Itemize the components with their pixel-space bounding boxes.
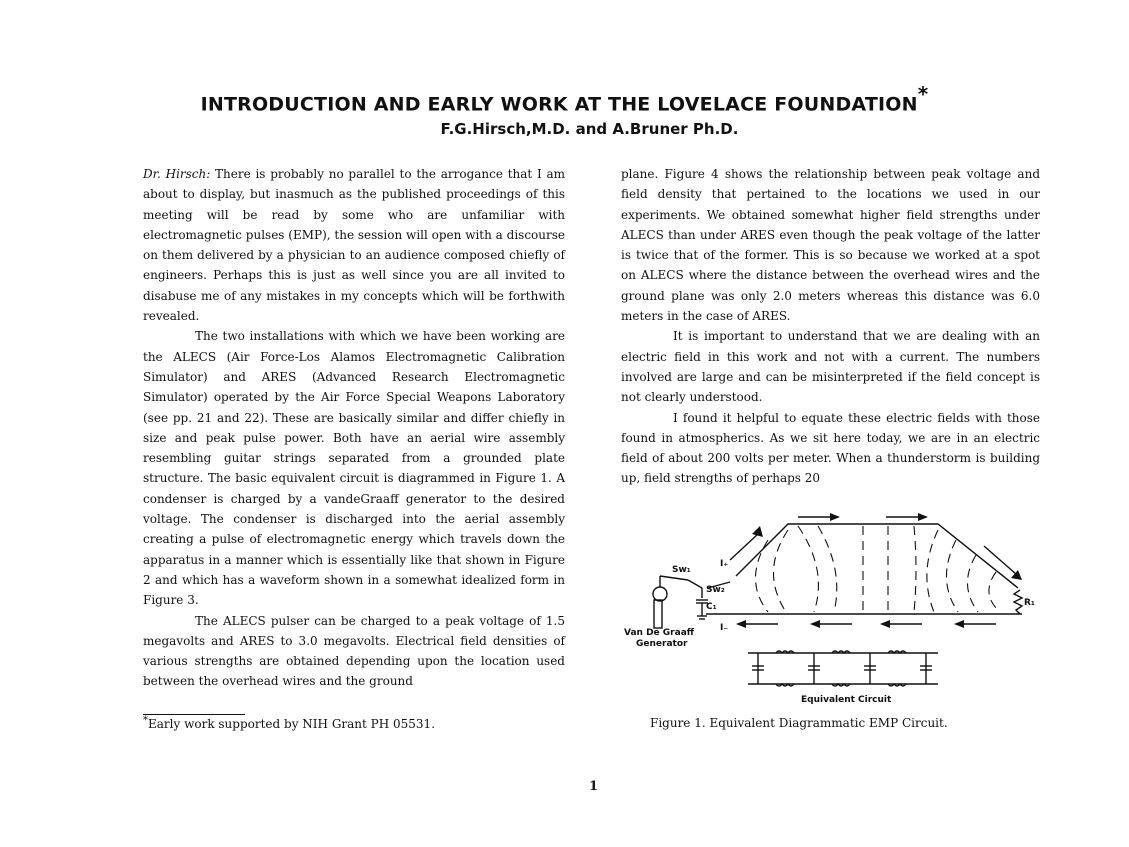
title-footnote-mark: * [917, 82, 929, 106]
figure-caption: Figure 1. Equivalent Diagrammatic EMP Circuit. [650, 716, 948, 730]
figure-1-diagram [618, 510, 1048, 710]
label-generator-line1: Van De Graaff [624, 628, 695, 638]
label-c1: C₁ [706, 602, 717, 612]
page-number: 1 [589, 779, 599, 794]
footnote: *Early work supported by NIH Grant PH 05531. [143, 715, 436, 731]
paper-title: INTRODUCTION AND EARLY WORK AT THE LOVELACE FOUNDATION* [200, 82, 929, 116]
label-i-plus: I₊ [720, 559, 729, 569]
label-i-minus: I₋ [720, 623, 729, 633]
right-paragraph-1: plane. Figure 4 shows the relationship between peak voltage and field density that pertained to the locations we used in our experiments. We obtained somewhat higher field strengths under ALECS than under ARES even though the peak voltage of the latter is twice that of the former. This is so because we worked at a spot on ALECS where the distance between the overhead wires and the ground plane was only 2.0 meters whereas this distance was 6.0 meters in the case of ARES. [621, 167, 1040, 324]
label-equivalent-circuit: Equivalent Circuit [801, 695, 892, 705]
right-paragraph-2: It is important to understand that we are dealing with an electric field in this work and not with a current. The numbers involved are large and can be misinterpreted if the field concept is not clearly understood. [621, 329, 1040, 405]
left-paragraph-1: Dr. Hirsch: There is probably no parallel to the arrogance that I am about to display, but inasmuch as the published proceedings of this meeting will be read by some who are unfamiliar with electromagnetic pulses (EMP), the session will open with a discourse on them delivered by a physician to an audience composed chiefly of engineers. Perhaps this is just as well since you are all invited to disabuse me of any mistakes in my concepts which will be forthwith revealed. [143, 167, 565, 324]
authors: F.G.Hirsch,M.D. and A.Bruner Ph.D. [440, 120, 739, 138]
generator-symbol [653, 587, 667, 601]
speaker-label: Dr. Hirsch: [143, 167, 211, 181]
label-r1: R₁ [1024, 598, 1035, 608]
resistor-r1 [1014, 590, 1022, 614]
right-column [621, 164, 1040, 489]
left-paragraph-3: The ALECS pulser can be charged to a peak voltage of 1.5 megavolts and ARES to 3.0 megavolts. Electrical field densities of various strengths are obtained depending upon the location used between the overhead wires and the ground [143, 613, 565, 689]
left-column [143, 164, 565, 692]
footnote-mark: * [143, 715, 148, 726]
label-sw1: Sw₁ [672, 565, 691, 575]
right-paragraph-3: I found it helpful to equate these electric fields with those found in atmospherics. As we sit here today, we are in an electric field of about 200 volts per meter. When a thunderstorm is building up, field strengths of perhaps 20 [621, 410, 1040, 486]
label-generator-line2: Generator [636, 639, 688, 649]
label-sw2: Sw₂ [706, 585, 725, 595]
left-paragraph-2: The two installations with which we have been working are the ALECS (Air Force-Los Alamos Electromagnetic Calibration Simulator) and ARES (Advanced Research Electromagnetic Simulator) operated by the Air Force Special Weapons Laboratory (see pp. 21 and 22). These are basically similar and differ chiefly in size and peak pulse power. Both have an aerial wire assembly resembling guitar strings separated from a grounded plate structure. The basic equivalent circuit is diagrammed in Figure 1. A condenser is charged by a vandeGraaff generator to the desired voltage. The condenser is discharged into the aerial assembly creating a pulse of electromagnetic energy which travels down the apparatus in a manner which is essentially like that shown in Figure 2 and which has a waveform shown in a somewhat idealized form in Figure 3. [143, 329, 565, 608]
